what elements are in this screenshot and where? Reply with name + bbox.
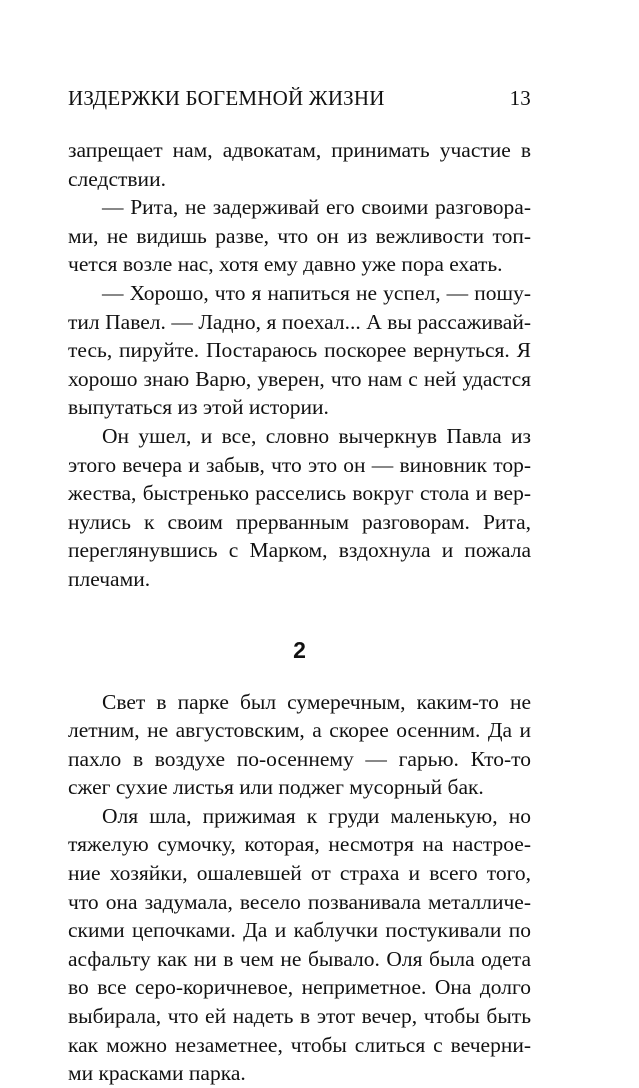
chapter-number: 2 xyxy=(293,636,306,663)
book-page xyxy=(68,86,531,1088)
paragraph: — Рита, не задерживай его своими разговорами, не видишь разве, что он из вежливости топчется возле нас, хотя ему давно уже пора ехать. xyxy=(68,195,531,277)
running-header xyxy=(68,86,531,126)
paragraph: — Хорошо, что я напиться не успел, — пошутил Павел. — Ладно, я поехал... А вы рассаживайтесь, пируйте. Постараюсь поскорее вернуться. Я хорошо знаю Варю, уверен, что нам с ней удастся выпутаться из этой истории. xyxy=(68,280,531,420)
page-number: 13 xyxy=(509,86,531,110)
running-title: ИЗДЕРЖКИ БОГЕМНОЙ ЖИЗНИ xyxy=(68,86,385,110)
paragraph: Он ушел, и все, словно вычеркнув Павла из этого вечера и забыв, что это он — виновник торжества, быстренько расселись вокруг стола и вернулись к своим прерванным разговорам. Рита, переглянувшись с Марком, вздохнула и пожала плечами. xyxy=(68,423,531,591)
paragraph: Оля шла, прижимая к груди маленькую, но тяжелую сумочку, которая, несмотря на настроение хозяйки, ошалевшей от страха и всего того, что она задумала, весело позванивала металлическими цепочками. Да и каблучки постукивали по асфальту как ни в чем не бывало. Оля была одета во все серо-коричневое, неприметное. Она долго выбирала, что ей надеть в этот вечер, чтобы быть как можно незаметнее, чтобы слиться с вечерними красками парка. xyxy=(68,803,531,1086)
section-2-text xyxy=(68,688,531,1088)
paragraph: Свет в парке был сумеречным, каким-то не летним, не августовским, а скорее осенним. Да и пахло в воздухе по-осеннему — гарью. Кто-то сжег сухие листья или поджег мусорный бак. xyxy=(68,689,531,800)
section-1-text xyxy=(68,136,531,594)
paragraph: запрещает нам, адвокатам, принимать участие в следствии. xyxy=(68,138,531,191)
